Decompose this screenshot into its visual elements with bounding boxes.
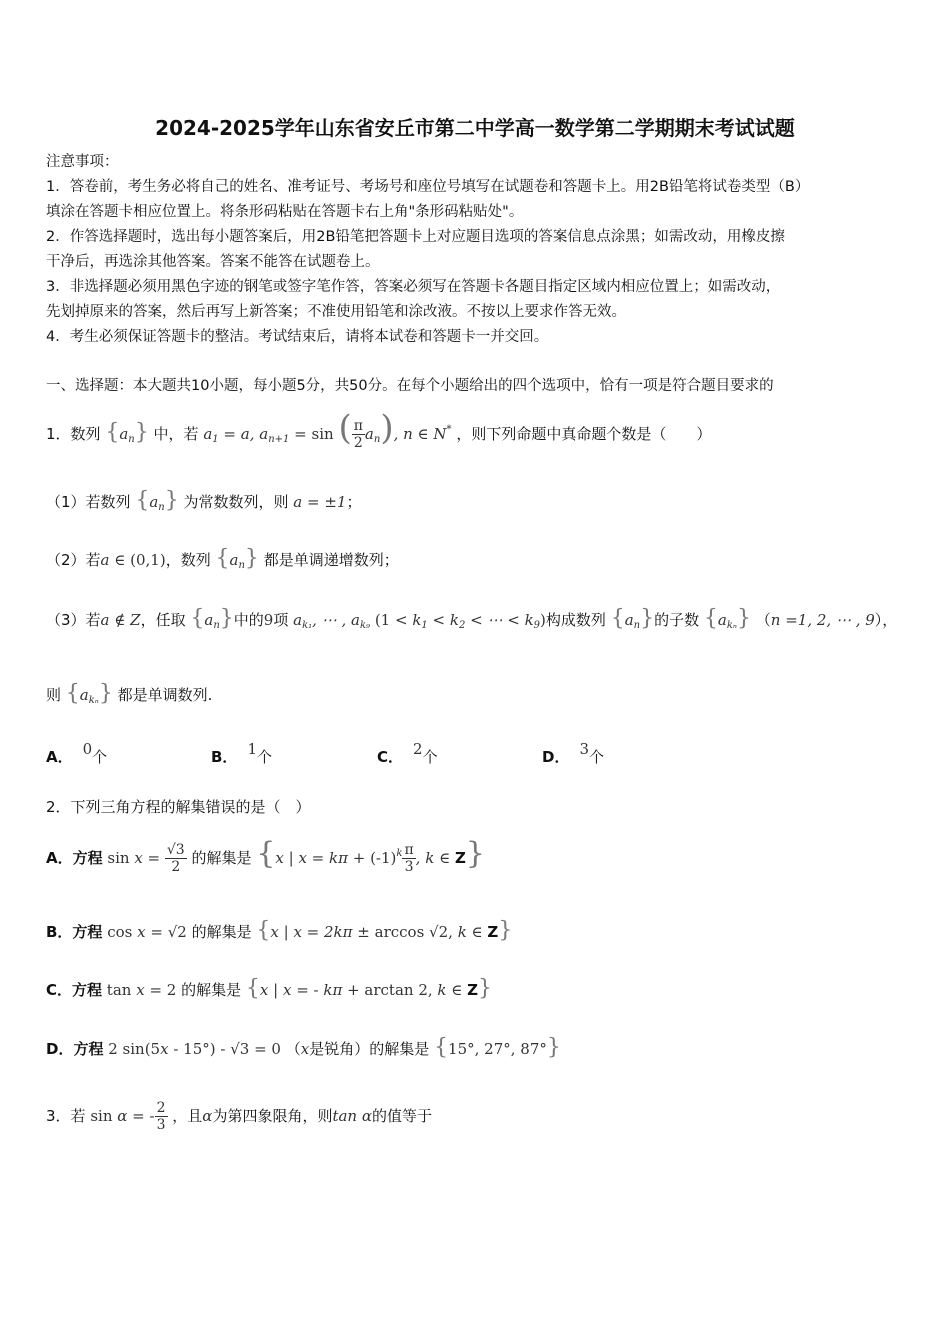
question-1-stem: 1．数列 $\{a_n\}$ 中，若 $a_1 = a$, $a_{n+1} = \sin$ ( $\frac{\pi}{2}$ $a_n$), n ∈ N* ，则下列命题中真命题个数是（ ） [46, 408, 712, 451]
question-1-statement-3: （3）若a ∉ Z，任取 $\{a_n\}$中的9项 $a_{k_1}$, ⋯ , $a_{k_9}$ ($1 < k_1 < k_2$ < ⋯ < $k_9$)构成数列 $\{a_n\}$的子数 $\{a_{k_n}\}$ （n =1, 2, ⋯ , 9）， [46, 606, 898, 631]
question-3-stem: 3．若 sin α = - $\frac{2}{3}$ ，且α为第四象限角，则tan α的值等于 [46, 1100, 432, 1133]
notice-line: 1．答卷前，考生务必将自己的姓名、准考证号、考场号和座位号填写在试题卷和答题卡上。用2B铅笔将试卷类型（B） [46, 179, 810, 195]
question-1-statement-4: 则 $\{a_{k_n}\}$ 都是单调数列. [46, 681, 213, 706]
notice-line: 4．考生必须保证答题卡的整洁。考试结束后，请将本试卷和答题卡一并交回。 [46, 329, 549, 345]
q2-option-b[interactable]: B．方程 cos x = √2 的解集是 {x | x = 2kπ ± arccos √2, k ∈ Z} [46, 918, 513, 943]
q1-option-a[interactable]: A． 0个 [46, 740, 108, 766]
q1-option-b[interactable]: B． 1个 [211, 740, 272, 766]
notice-line: 2．作答选择题时，选出每小题答案后，用2B铅笔把答题卡上对应题目选项的答案信息点涂黑；如需改动，用橡皮擦 [46, 229, 785, 245]
q1-option-c[interactable]: C． 2个 [377, 740, 438, 766]
q2-option-d[interactable]: D．方程 2 sin(5x - 15°) - √3 = 0 （x是锐角）的解集是 {15°, 27°, 87°} [46, 1035, 561, 1060]
q1-option-d[interactable]: D． 3个 [542, 740, 605, 766]
notice-line: 填涂在答题卡相应位置上。将条形码粘贴在答题卡右上角"条形码粘贴处"。 [46, 204, 524, 220]
page-title: 2024-2025学年山东省安丘市第二中学高一数学第二学期期末考试试题 [155, 116, 795, 140]
notice-heading: 注意事项： [46, 154, 119, 170]
question-2-stem: 2．下列三角方程的解集错误的是（ ） [46, 798, 311, 816]
notice-line: 3．非选择题必须用黑色字迹的钢笔或签字笔作答，答案必须写在答题卡各题目指定区域内相应位置上；如需改动， [46, 279, 781, 295]
question-1-statement-2: （2）若a ∈ (0,1)，数列 $\{a_n\}$ 都是单调递增数列； [46, 546, 399, 571]
section-heading: 一、选择题：本大题共10小题，每小题5分，共50分。在每个小题给出的四个选项中，恰有一项是符合题目要求的 [46, 378, 774, 394]
notice-line: 干净后，再选涂其他答案。答案不能答在试题卷上。 [46, 254, 380, 270]
question-1-statement-1: （1）若数列 $\{a_n\}$ 为常数数列，则 a = ±1； [46, 488, 362, 513]
notice-line: 先划掉原来的答案，然后再写上新答案；不准使用铅笔和涂改液。不按以上要求作答无效。 [46, 304, 626, 320]
q2-option-c[interactable]: C．方程 tan x = 2 的解集是 {x | x = - kπ + arctan 2, k ∈ Z} [46, 976, 493, 1001]
q2-option-a[interactable]: A．方程 sin x = $\frac{√3}{2}$ 的解集是 {x | $x = k\pi + (-1)^k$ $\frac{\pi}{3}$ , k ∈ Z} [46, 836, 485, 875]
